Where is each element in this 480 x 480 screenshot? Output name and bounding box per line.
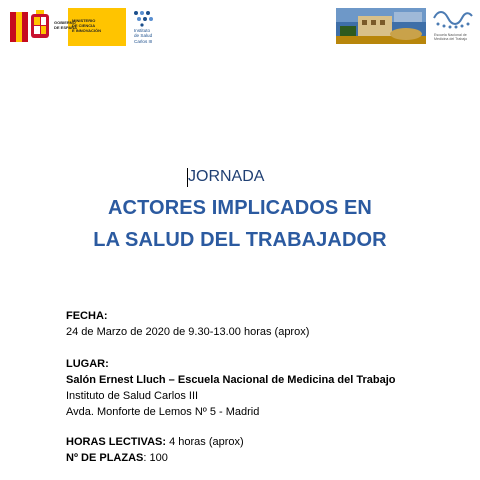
- enmt-line1: Escuela Nacional de: [434, 33, 467, 37]
- horas-line: [66, 434, 244, 450]
- ministerio-text: [72, 18, 101, 33]
- fecha-value: 24 de Marzo de 2020 de 9.30-13.00 horas (aprox): [66, 326, 310, 338]
- enmt-logo: [432, 8, 474, 48]
- event-kicker: JORNADA: [188, 168, 265, 185]
- gobierno-espana-logo: [10, 8, 126, 46]
- plazas-line: [66, 450, 244, 466]
- building-photo: [336, 8, 426, 44]
- isciii-logo: [128, 8, 168, 48]
- isciii-line3: Carlos III: [134, 38, 153, 44]
- enmt-text: [434, 33, 467, 42]
- lugar-section: [66, 356, 396, 420]
- event-title-line2: LA SALUD DEL TRABAJADOR: [93, 229, 387, 251]
- ministry-line3: E INNOVACIÓN: [72, 28, 102, 33]
- isciii-text: [134, 28, 152, 44]
- enmt-emblem-icon: [432, 8, 474, 32]
- horas-value: 4 horas (aprox): [166, 436, 244, 448]
- fecha-section: [66, 308, 309, 340]
- header-logos: [0, 0, 480, 50]
- event-title-line1: ACTORES IMPLICADOS EN: [108, 197, 372, 219]
- enmt-line2: Medicina del Trabajo: [434, 37, 468, 42]
- ministry-line2: DE CIENCIA: [72, 23, 96, 28]
- building-photo-icon: [336, 8, 426, 44]
- gov-line1: GOBIERNO: [54, 20, 76, 25]
- plazas-label: Nº DE PLAZAS: [66, 452, 144, 464]
- fecha-label: FECHA:: [66, 310, 108, 322]
- isciii-line1: Instituto: [134, 28, 151, 33]
- horas-section: [66, 434, 244, 466]
- isciii-dots-icon: [128, 8, 168, 28]
- gov-line2: DE ESPAÑA: [54, 25, 78, 30]
- lugar-address: Avda. Monforte de Lemos Nº 5 - Madrid: [66, 406, 260, 418]
- lugar-institute: Instituto de Salud Carlos III: [66, 390, 199, 402]
- horas-label: HORAS LECTIVAS:: [66, 436, 167, 448]
- ministry-line1: MINISTERIO: [72, 18, 96, 23]
- isciii-line2: de Salud: [134, 33, 153, 39]
- plazas-value: : 100: [143, 452, 168, 464]
- lugar-label: LUGAR:: [66, 358, 109, 370]
- lugar-venue: Salón Ernest Lluch – Escuela Nacional de Medicina del Trabajo: [66, 374, 396, 386]
